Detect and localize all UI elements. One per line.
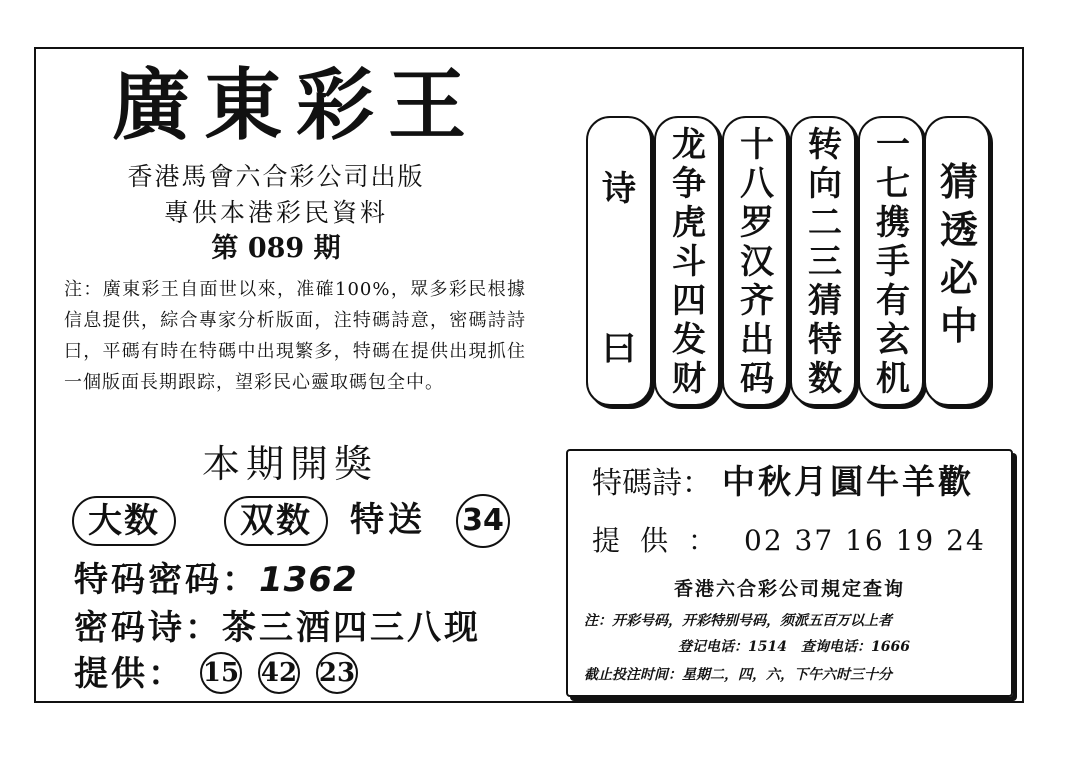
box-provide-numbers: 02 37 16 19 24 bbox=[744, 524, 986, 557]
tagline: 專供本港彩民資料 bbox=[163, 198, 388, 227]
special-send-number: 34 bbox=[456, 494, 510, 548]
secret-code-label: 特码密码： bbox=[74, 560, 259, 600]
provide-label: 提供： bbox=[74, 654, 185, 694]
special-poem-line bbox=[592, 461, 1002, 505]
secret-poem-text: 茶三酒四三八现 bbox=[222, 608, 481, 648]
special-send-label: 特送 bbox=[350, 500, 426, 540]
scroll-line-text: 龙争虎斗四发财 bbox=[672, 125, 706, 399]
scroll-line-2 bbox=[722, 116, 788, 406]
secret-poem-label: 密码诗： bbox=[74, 608, 222, 648]
poem-head-bottom: 曰 bbox=[602, 329, 636, 369]
box-deadline-line: 截止投注时间：星期二，四，六，下午六时三十分 bbox=[584, 667, 892, 683]
special-poem-label: 特碼詩： bbox=[592, 466, 712, 501]
provide-number: 42 bbox=[258, 652, 300, 694]
parity-result-badge: 双数 bbox=[224, 496, 328, 546]
scroll-line-4 bbox=[858, 116, 924, 406]
box-provide-label: 提供： bbox=[592, 524, 737, 557]
issue-number bbox=[96, 231, 456, 267]
box-phone-line: 登记电话：1514 查询电话：1666 bbox=[678, 639, 910, 655]
scroll-line-text: 一七携手有玄机 bbox=[876, 125, 910, 399]
scroll-tail-text: 猜透必中 bbox=[939, 159, 978, 348]
scroll-line-1 bbox=[654, 116, 720, 406]
page-title: 廣東彩王 bbox=[111, 60, 480, 151]
issue-prefix: 第 bbox=[211, 233, 239, 264]
intro-note: 注：廣東彩王自面世以來，准確100%，眾多彩民根據信息提供，綜合專家分析版面，注特碼詩意，密碼詩詩曰，平碼有時在特碼中出現繁多，特碼在提供出現抓住一個版面長期跟踪，望彩民心靈取碼包全中。 bbox=[64, 279, 526, 393]
box-note-line: 注：开彩号码，开彩特别号码，须派五百万以上者 bbox=[584, 613, 892, 629]
secret-poem-line bbox=[74, 606, 481, 650]
poem-head-top: 诗 bbox=[602, 169, 636, 209]
issue-suffix: 期 bbox=[313, 233, 341, 264]
scroll-line-text: 十八罗汉齐出码 bbox=[740, 125, 774, 399]
provide-line bbox=[74, 652, 185, 696]
draw-results bbox=[72, 494, 532, 550]
scroll-tail bbox=[924, 116, 990, 406]
secret-code-value: 1362 bbox=[259, 560, 358, 600]
provide-number: 15 bbox=[200, 652, 242, 694]
scroll-line-3 bbox=[790, 116, 856, 406]
issue-value: 089 bbox=[247, 233, 305, 264]
special-poem-text: 中秋月圓牛羊歡 bbox=[722, 462, 974, 501]
special-code-box bbox=[566, 449, 1013, 697]
secret-code-line bbox=[74, 558, 358, 602]
size-result-badge: 大数 bbox=[72, 496, 176, 546]
scroll-line-text: 转向二三猜特数 bbox=[808, 125, 842, 399]
box-subtitle: 香港六合彩公司規定查询 bbox=[673, 578, 905, 600]
box-provide-line bbox=[592, 519, 1002, 563]
publisher-line: 香港馬會六合彩公司出版 bbox=[127, 162, 425, 191]
scroll-poem-head bbox=[586, 116, 652, 406]
draw-title: 本期開獎 bbox=[201, 442, 378, 486]
provide-number: 23 bbox=[316, 652, 358, 694]
